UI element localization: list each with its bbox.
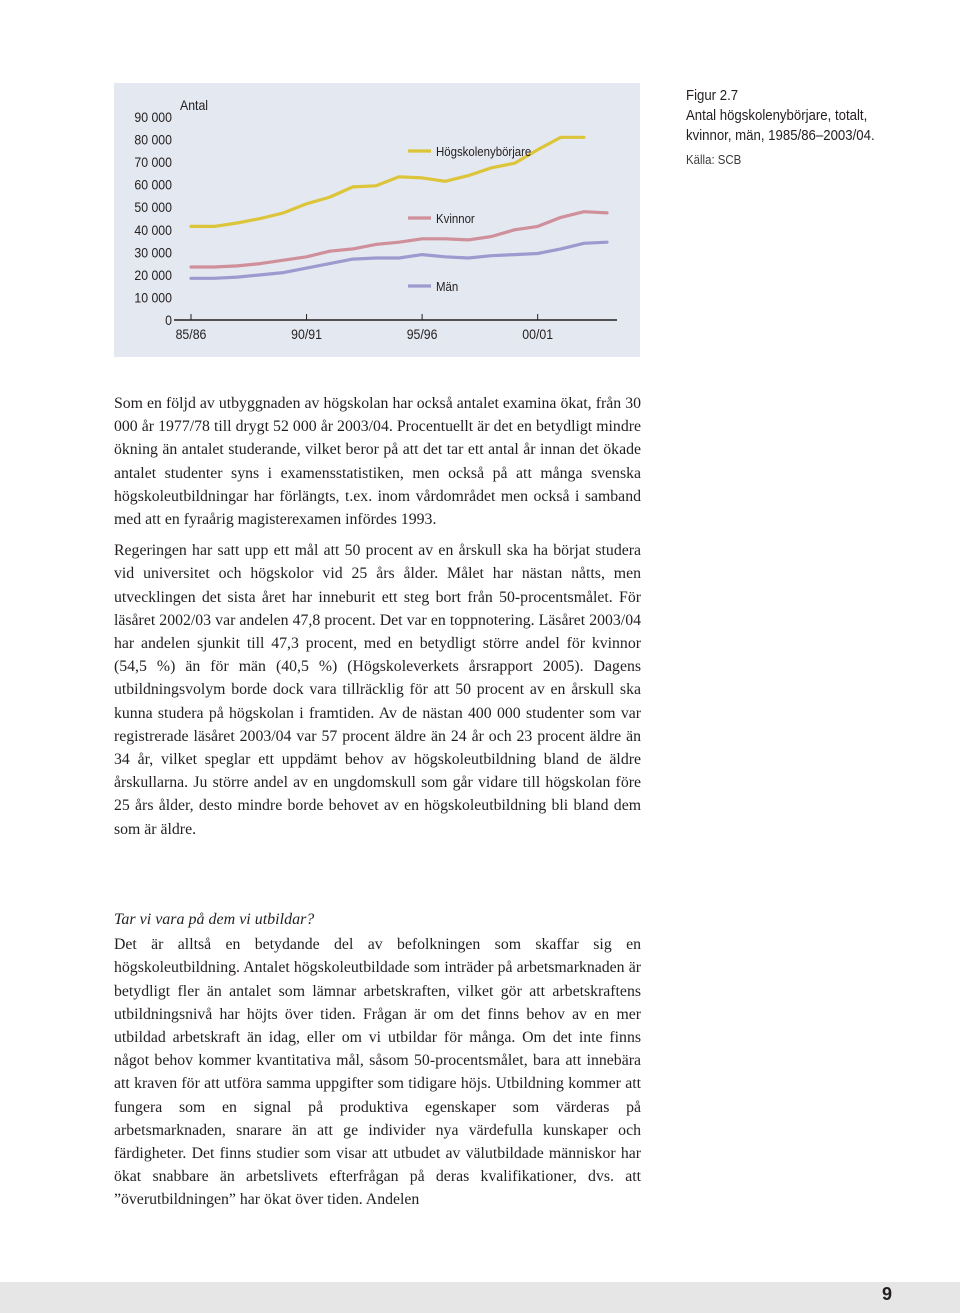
y-tick-label: 10 000 [134, 289, 172, 306]
section [114, 908, 641, 1220]
legend-label: Män [436, 279, 459, 295]
y-tick-label: 20 000 [134, 267, 172, 284]
figure-caption [686, 86, 915, 170]
series-line-3 [191, 242, 607, 278]
line-chart [114, 83, 640, 357]
paragraph: Det är alltså en betydande del av befolkningen som skaffar sig en högskoleutbildning. Antalet högskoleutbildade som inträder på arbetsmarknaden är betydligt fler än antalet som lämnar arbetskraften, vilket gör att arbetskraftens utbildningsnivå har höjts över tiden. Frågan är om det finns behov av en mer utbildad arbetskraft än idag, eller om vi utbildar för många. Om det inte finns något behov kommer kvantitativa mål, såsom 50-procentsmålet, bara att innebära att kraven för att utföra samma uppgifter som tidigare höjs. Utbildning kommer att fungera som en signal på produktiva egenskaper som värderas på arbetsmarknaden, snarare än att ge individer nya värdefulla kunskaper och färdigheter. Det finns studier som visar att utbudet av välutbildade människor har ökat snabbare än arbetslivets efterfrågan på deras kvalifikationer, dvs. att ”överutbildningen” har ökat över tiden. Andelen [114, 936, 641, 1209]
x-tick-label: 90/91 [291, 326, 322, 343]
paragraph: Som en följd av utbyggnaden av högskolan har också antalet examina ökat, från 30 000 år 1977/78 till drygt 52 000 år 2003/04. Procentuellt är det en betydligt mindre ökning än antalet studerande, vilket beror på att det tar ett antal år innan det ökade antalet studenter syns i examensstatistiken, men också på att många svenska högskoleutbildningar har förlängts, t.ex. inom vårdområdet men också i samband med att en fyraårig magisterexamen infördes 1993. [114, 395, 641, 529]
y-tick-label: 0 [165, 312, 172, 329]
y-tick-label: 50 000 [134, 199, 172, 216]
x-tick-label: 95/96 [406, 326, 438, 343]
paragraph: Regeringen har satt upp ett mål att 50 procent av en årskull ska ha börjat studera vid universitet och högskolor vid 25 års ålder. Målet har nästan nåtts, men utvecklingen det sista året har inneburit ett steg bort från 50-procentsmålet. För läsåret 2002/03 var andelen 47,8 procent. Det var en toppnotering. Läsåret 2003/04 har andelen sjunkit till 47,3 procent, med en betydligt större andel för kvinnor (54,5 %) än för män (40,5 %) (Högskoleverkets årsrapport 2005). Dagens utbildningsvolym borde dock vara tillräcklig för att 50 procent av en årskull ska kunna studera på högskolan i framtiden. Av de nästan 400 000 studenter som var registrerade läsåret 2003/04 var 57 procent äldre än 24 år och 23 procent äldre än 34 år, vilket speglar ett uppdämt behov av högskoleutbildning bland de äldre årskullarna. Ju större andel av en ungdomskull som går vidare till högskolan före 25 års ålder, desto mindre borde behovet av en högskoleutbildning bli bland dem som är äldre. [114, 542, 641, 838]
y-tick-label: 60 000 [134, 176, 172, 193]
y-tick-label: 40 000 [134, 222, 172, 238]
x-tick-label: 00/01 [522, 326, 554, 343]
footer-bar [0, 1282, 960, 1313]
figure-number: Figur 2.7 [686, 87, 739, 104]
section-heading: Tar vi vara på dem vi utbildar? [114, 911, 315, 928]
x-tick-label: 85/86 [175, 326, 207, 343]
y-tick-label: 80 000 [134, 131, 172, 148]
main-text [114, 392, 641, 849]
y-tick-label: 90 000 [134, 109, 172, 126]
figure-chart [114, 83, 640, 357]
page-number: 9 [881, 1284, 892, 1304]
figure-title: Antal högskolenybörjare, totalt, kvinnor, män, 1985/86–2003/04. [686, 107, 875, 144]
legend-label: Kvinnor [436, 211, 475, 227]
legend-label: Högskolenybörjare [436, 144, 532, 160]
y-tick-label: 30 000 [134, 244, 172, 261]
y-axis-label: Antal [180, 97, 209, 114]
figure-source: Källa: SCB [686, 152, 742, 167]
y-tick-label: 70 000 [134, 154, 172, 171]
